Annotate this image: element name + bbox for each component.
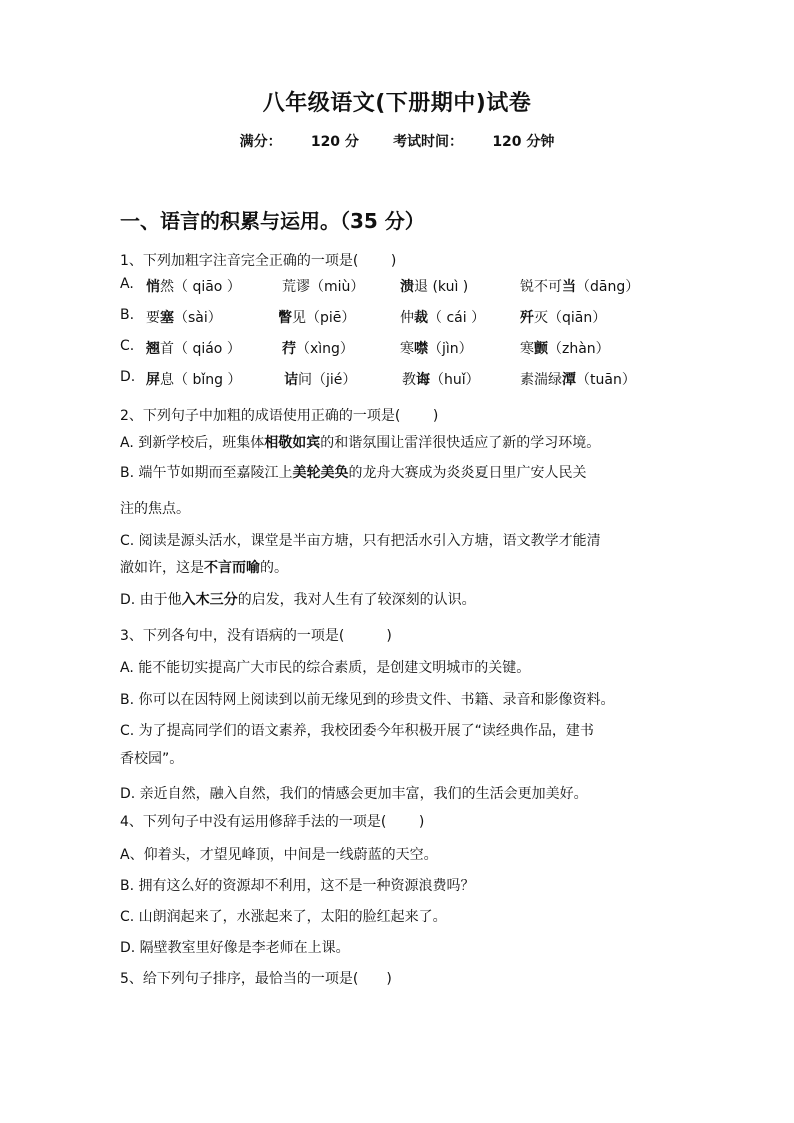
question-3-stem: 3、下列各句中，没有语病的一项是( ) <box>120 628 392 644</box>
q1-option-d: D. 屏息（ bǐng ） 诘问（jié） 教诲（huǐ） 素湍绿潭（tuān） <box>120 369 636 388</box>
question-2-stem: 2、下列句子中加粗的成语使用正确的一项是( ) <box>120 408 439 424</box>
q2-option-c-cont: 澈如许，这是不言而喻的。 <box>120 560 288 576</box>
section-heading: 一、语言的积累与运用。（35 分） <box>120 209 425 233</box>
q2-option-d: D. 由于他入木三分的启发，我对人生有了较深刻的认识。 <box>120 592 476 608</box>
question-1-stem: 1、下列加粗字注音完全正确的一项是( ) <box>120 253 397 269</box>
time-label: 考试时间： <box>393 134 464 150</box>
q3-option-c: C. 为了提高同学们的语文素养，我校团委今年积极开展了“读经典作品，建书 <box>120 723 594 739</box>
q4-option-c: C. 山朗润起来了，水涨起来了，太阳的脸红起来了。 <box>120 909 447 925</box>
q2-option-b: B. 端午节如期而至嘉陵江上美轮美奂的龙舟大赛成为炎炎夏日里广安人民关 <box>120 465 587 481</box>
q3-option-d: D. 亲近自然，融入自然，我们的情感会更加丰富，我们的生活会更加美好。 <box>120 786 588 802</box>
question-5-stem: 5、给下列句子排序，最恰当的一项是( ) <box>120 971 392 987</box>
exam-info <box>0 131 794 151</box>
score-value: 120 分 <box>310 134 359 150</box>
time-value: 120 分钟 <box>492 134 555 150</box>
q1-option-b: B. 要塞（sài） 瞥见（piē） 仲裁（ cái ） 歼灭（qiān） <box>120 307 607 326</box>
page-title: 八年级语文(下册期中)试卷 <box>262 91 532 116</box>
q2-option-a: A. 到新学校后，班集体相敬如宾的和谐氛围让雷洋很快适应了新的学习环境。 <box>120 435 601 451</box>
q1-option-a: A. 悄然（ qiāo ） 荒谬（miù） 溃退 (kuì ) 锐不可当（dāng） <box>120 276 640 295</box>
q3-option-b: B. 你可以在因特网上阅读到以前无缘见到的珍贵文件、书籍、录音和影像资料。 <box>120 692 615 708</box>
q1-option-c: C. 翘首（ qiáo ） 荇（xìng） 寒噤（jìn） 寒颤（zhàn） <box>120 338 610 357</box>
q4-option-a: A、仰着头，才望见峰顶，中间是一线蔚蓝的天空。 <box>120 847 438 863</box>
q2-option-b-cont: 注的焦点。 <box>120 501 190 517</box>
score-label: 满分： <box>239 134 282 150</box>
question-4-stem: 4、下列句子中没有运用修辞手法的一项是( ) <box>120 814 425 830</box>
q4-option-b: B. 拥有这么好的资源却不利用，这不是一种资源浪费吗？ <box>120 878 475 894</box>
q4-option-d: D. 隔壁教室里好像是李老师在上课。 <box>120 940 350 956</box>
q3-option-c-cont: 香校园”。 <box>120 751 184 767</box>
q3-option-a: A. 能不能切实提高广大市民的综合素质，是创建文明城市的关键。 <box>120 660 531 676</box>
q2-option-c: C. 阅读是源头活水，课堂是半亩方塘，只有把活水引入方塘，语文教学才能清 <box>120 533 601 549</box>
